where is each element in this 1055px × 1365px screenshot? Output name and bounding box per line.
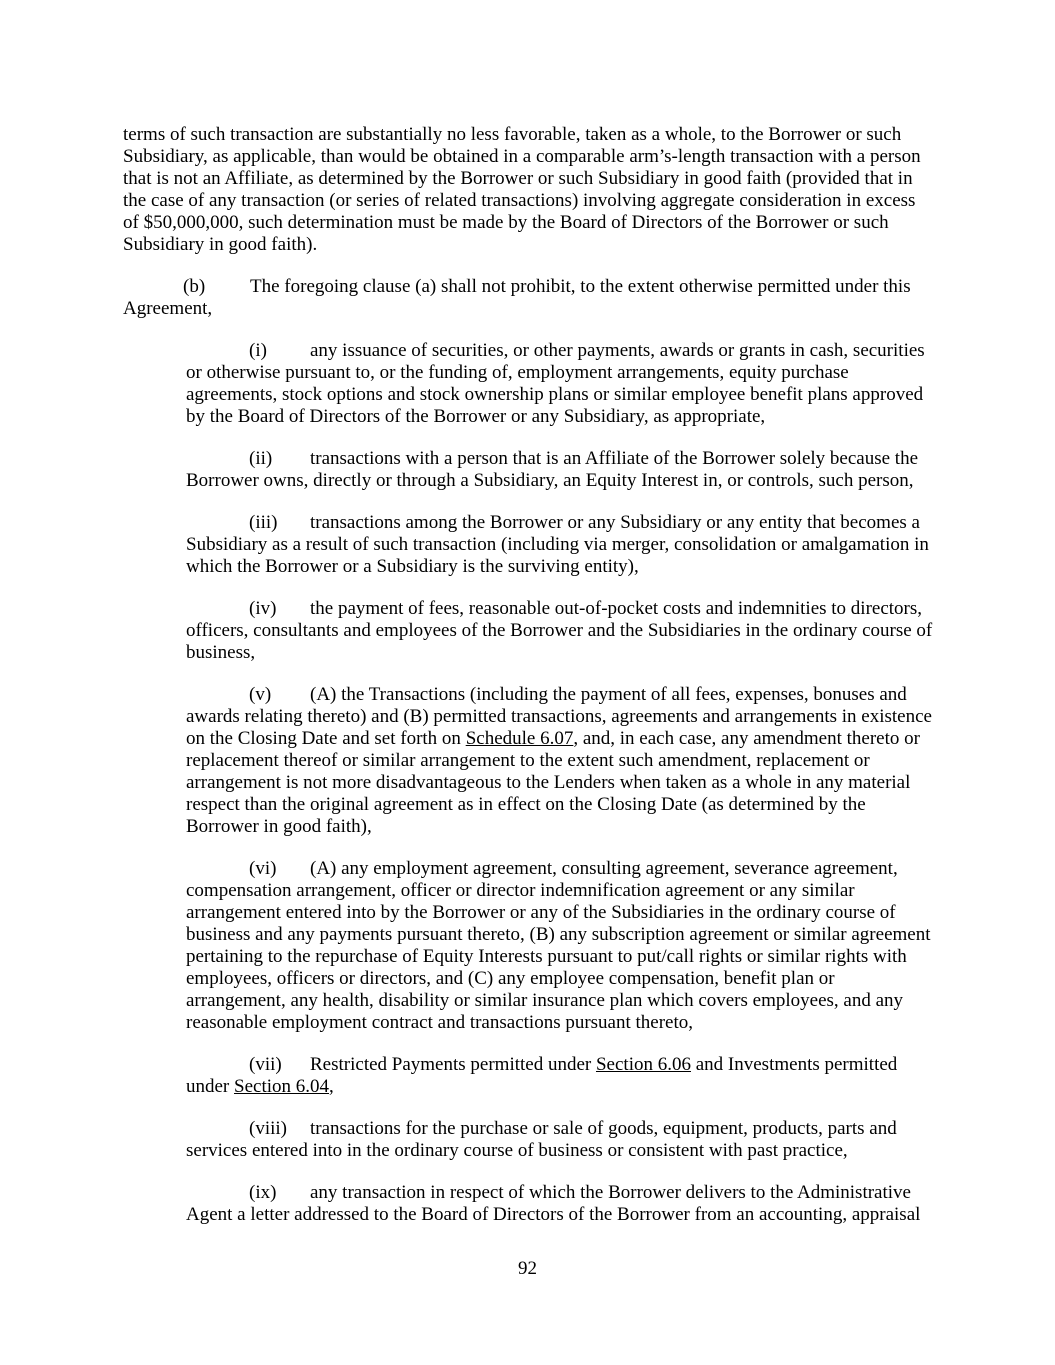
clause-label: (iv) [249,598,277,619]
subclause-ix: (ix) any transaction in respect of which the Borrower delivers to the Administrative Agent a letter addressed to the Board of Directors of the Borrower from an accounting, appraisal [186,1182,921,1225]
subclause-v: (v) (A) the Transactions (including the payment of all fees, expenses, bonuses and awards relating thereto) and (B) permitted transactions, agreements and arrangements in existence on the Closing Date and set forth on Schedule 6.07, and, in each case, any amendment thereto or replacement thereof or similar arrangement to the extent such amendment, replacement or arrangement is not more disadvantageous to the Lenders when taken as a whole in any material respect than the original agreement as in effect on the Closing Date (as determined by the Borrower in good faith), [186,684,932,837]
subclause-i: (i) any issuance of securities, or other payments, awards or grants in cash, securities or otherwise pursuant to, or the funding of, employment arrangements, equity purchase agreements, stock options and stock ownership plans or similar employee benefit plans approved by the Board of Directors of the Borrower or any Subsidiary, as appropriate, [186,340,925,427]
clause-label: (iii) [249,512,278,533]
clause-label: (ii) [249,448,273,469]
clause-label: (vi) [249,858,277,879]
section-reference: Section 6.04 [234,1076,330,1097]
subclause-ii: (ii) transactions with a person that is an Affiliate of the Borrower solely because the Borrower owns, directly or through a Subsidiary, an Equity Interest in, or controls, such person, [186,448,918,491]
subclause-vii: (vii) Restricted Payments permitted under Section 6.06 and Investments permitted under Section 6.04, [186,1054,898,1097]
clause-label: (vii) [249,1054,282,1075]
clause-label: (viii) [249,1118,287,1139]
subclause-vi: (vi) (A) any employment agreement, consulting agreement, severance agreement, compensation arrangement, officer or director indemnification agreement or any similar arrangement entered into by the Borrower or any of the Subsidiaries in the ordinary course of business and any payments pursuant thereto, (B) any subscription agreement or similar agreement pertaining to the repurchase of Equity Interests pursuant to put/call rights or similar rights with employees, officers or directors, and (C) any employee compensation, benefit plan or arrangement, any health, disability or similar insurance plan which covers employees, and any reasonable employment contract and transactions pursuant thereto, [186,858,931,1033]
clause-label: (v) [249,684,272,705]
subclause-iii: (iii) transactions among the Borrower or any Subsidiary or any entity that becomes a Subsidiary as a result of such transaction (including via merger, consolidation or amalgamation in which the Borrower or a Subsidiary is the surviving entity), [186,512,929,577]
subclause-viii: (viii) transactions for the purchase or sale of goods, equipment, products, parts and services entered into in the ordinary course of business or consistent with past practice, [186,1118,897,1161]
paragraph-continuation: terms of such transaction are substantially no less favorable, taken as a whole, to the Borrower or such Subsidiary, as applicable, than would be obtained in a comparable arm’s-length transaction with a person that is not an Affiliate, as determined by the Borrower or such Subsidiary in good faith (provided that in the case of any transaction (or series of related transactions) involving aggregate consideration in excess of $50,000,000, such determination must be made by the Board of Directors of the Borrower or such Subsidiary in good faith). [123,124,921,255]
section-reference: Schedule 6.07 [465,728,574,749]
page-number: 92 [518,1258,537,1279]
clause-label: (b) [183,276,206,297]
subclause-iv: (iv) the payment of fees, reasonable out-of-pocket costs and indemnities to directors, officers, consultants and employees of the Borrower and the Subsidiaries in the ordinary course of business, [186,598,933,663]
clause-label: (ix) [249,1182,277,1203]
document-body [123,124,935,1246]
clause-b: (b) The foregoing clause (a) shall not prohibit, to the extent otherwise permitted under this Agreement, [123,276,911,319]
section-reference: Section 6.06 [595,1054,691,1075]
clause-label: (i) [249,340,267,361]
